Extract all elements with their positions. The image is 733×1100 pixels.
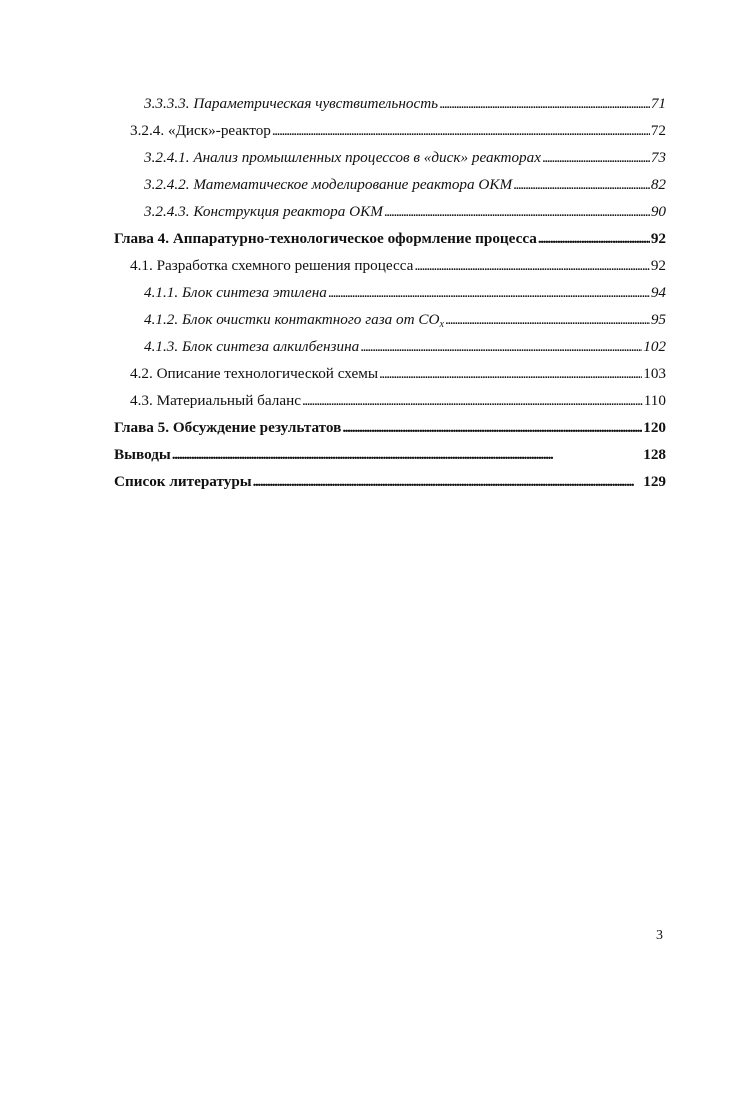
toc-entry-page: 94 [650, 284, 666, 301]
toc-entry-title: 4.3. Материальный баланс [130, 392, 301, 409]
toc-entry-title: 3.2.4.1. Анализ промышленных процессов в «диск» реакторах [144, 149, 541, 166]
page-number: 3 [656, 928, 663, 943]
toc-entry-page: 92 [650, 257, 666, 274]
subscript-x: x [439, 319, 444, 330]
toc-entry-title: 4.1.3. Блок синтеза алкилбензина [144, 338, 360, 355]
toc-entry [114, 279, 666, 306]
toc-dot-leader [302, 387, 643, 414]
toc-entry-page: 95 [650, 311, 666, 328]
toc-entry-page: 82 [650, 176, 666, 193]
toc-entry [114, 171, 666, 198]
toc-entry-page: 102 [643, 338, 666, 355]
toc-entry-title: Глава 4. Аппаратурно-технологическое оформление процесса [114, 230, 537, 247]
toc-entry [114, 252, 666, 279]
toc-dot-leader [172, 441, 642, 468]
toc-entry-title: 3.3.3.3. Параметрическая чувствительность [144, 95, 439, 112]
toc-entry-page: 120 [643, 419, 666, 436]
toc-entry-title: 4.2. Описание технологической схемы [130, 365, 379, 382]
toc-entry-chapter [114, 225, 666, 252]
toc-dot-leader [272, 117, 650, 144]
toc-dot-leader [542, 144, 650, 171]
toc-entry-title: 4.1. Разработка схемного решения процесса [130, 257, 414, 274]
toc-entry [114, 387, 666, 414]
toc-entry-title: 4.1.1. Блок синтеза этилена [144, 284, 327, 301]
toc-entry [114, 90, 666, 117]
toc-entry-title: Список литературы [114, 473, 252, 490]
table-of-contents [114, 90, 666, 495]
toc-dot-leader [538, 225, 650, 252]
toc-entry [114, 117, 666, 144]
toc-entry-title: 3.2.4.2. Математическое моделирование реактора ОКМ [144, 176, 513, 193]
toc-dot-leader [379, 360, 642, 387]
toc-entry-page: 92 [650, 230, 666, 247]
toc-dot-leader [439, 90, 650, 117]
toc-dot-leader [513, 171, 650, 198]
toc-dot-leader [328, 279, 650, 306]
toc-dot-leader [253, 468, 643, 495]
toc-entry [114, 144, 666, 171]
toc-entry-title: 3.2.4.3. Конструкция реактора ОКМ [144, 203, 383, 220]
toc-dot-leader [360, 333, 642, 360]
toc-entry-page: 90 [650, 203, 666, 220]
toc-entry-title: Глава 5. Обсуждение результатов [114, 419, 342, 436]
toc-entry-page: 71 [650, 95, 666, 112]
toc-entry-page: 72 [650, 122, 666, 139]
toc-entry-page: 103 [643, 365, 666, 382]
toc-entry-title: Выводы [114, 446, 171, 463]
toc-dot-leader [342, 414, 642, 441]
toc-entry-page: 129 [643, 473, 666, 490]
toc-dot-leader [384, 198, 650, 225]
toc-entry-page: 128 [643, 446, 666, 463]
toc-entry-chapter [114, 441, 666, 468]
toc-dot-leader [445, 306, 650, 333]
toc-entry-title: 3.2.4. «Диск»-реактор [130, 122, 271, 139]
toc-entry-chapter [114, 414, 666, 441]
toc-entry-page: 73 [650, 149, 666, 166]
toc-entry-title-text: 4.1.2. Блок очистки контактного газа от CO [144, 311, 440, 328]
toc-entry-page: 110 [643, 392, 666, 409]
toc-entry [114, 333, 666, 360]
toc-entry [114, 306, 666, 333]
toc-entry-chapter [114, 468, 666, 495]
toc-entry [114, 360, 666, 387]
toc-dot-leader [414, 252, 649, 279]
toc-entry [114, 198, 666, 225]
